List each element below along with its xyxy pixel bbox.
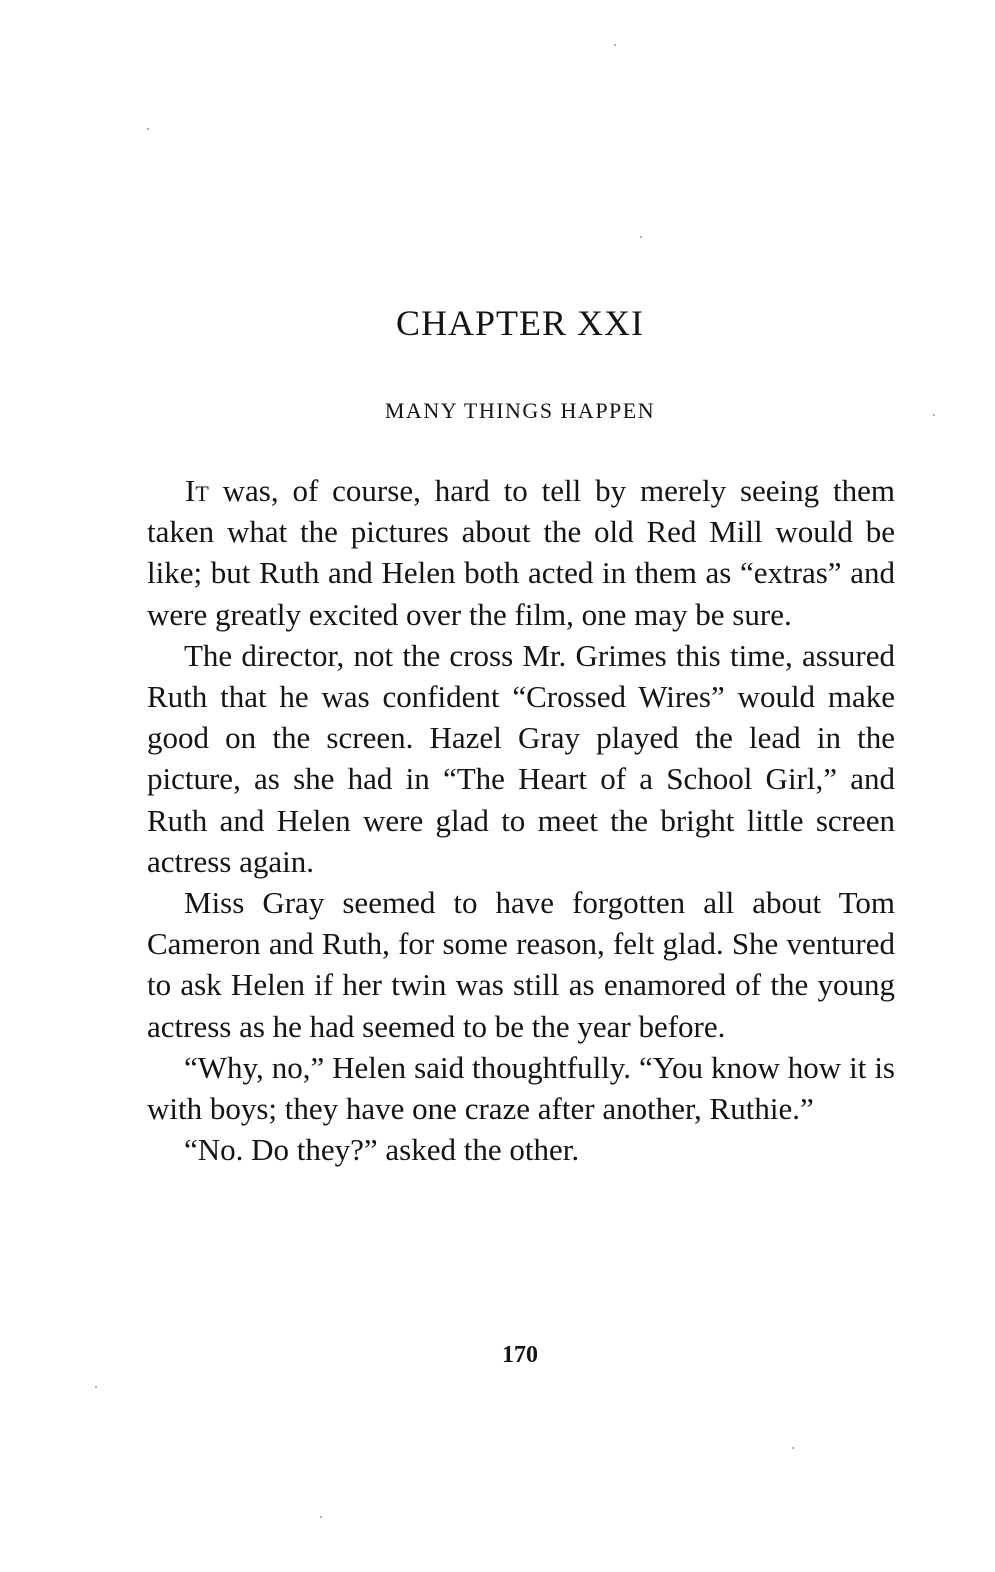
paragraph-5: “No. Do they?” asked the other. [184, 1132, 580, 1168]
paper-speck [95, 1386, 97, 1388]
paragraph-1 [147, 470, 895, 635]
paragraph-text: was, of course, hard to tell by merely seeing them taken what the pictures about the old Red Mill would be like; but Ruth and Helen both acted in them as “extras” and were greatly excited over the film, one may be sure. [147, 473, 895, 632]
drop-lead-word: It [185, 473, 209, 508]
paper-speck [614, 44, 616, 46]
paper-speck [640, 236, 642, 238]
chapter-subtitle: MANY THINGS HAPPEN [384, 398, 656, 423]
paragraph-2: The director, not the cross Mr. Grimes this time, assured Ruth that he was confident “Crossed Wires” would make good on the screen. Hazel Gray played the lead in the picture, as she had in “The Heart of a School Girl,” and Ruth and Helen were glad to meet the bright little screen actress again. [147, 637, 895, 879]
paper-speck [147, 128, 149, 130]
page-number: 170 [502, 1342, 538, 1368]
chapter-body [147, 470, 895, 1170]
paper-speck [792, 1447, 794, 1449]
paper-speck [933, 414, 935, 416]
chapter-title: CHAPTER XXI [395, 303, 644, 343]
paper-speck [320, 1516, 322, 1518]
paragraph-3: Miss Gray seemed to have forgotten all about Tom Cameron and Ruth, for some reason, felt glad. She ventured to ask Helen if her twin was still as enamored of the young actress as he had seemed to be the year before. [147, 885, 895, 1044]
paragraph-4: “Why, no,” Helen said thoughtfully. “You know how it is with boys; they have one craze after another, Ruthie.” [147, 1049, 895, 1127]
